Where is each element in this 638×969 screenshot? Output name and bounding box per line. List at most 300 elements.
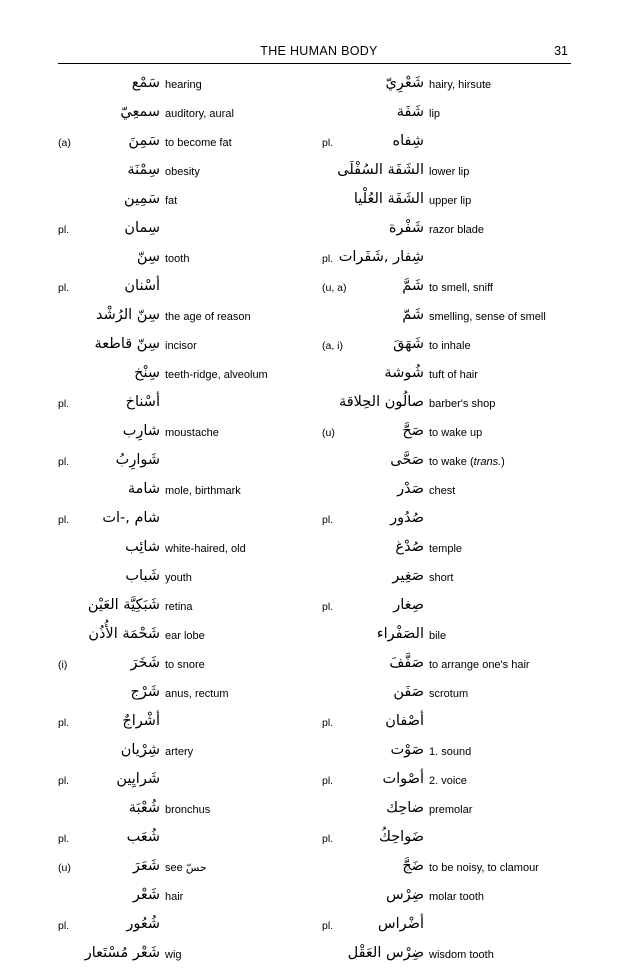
arabic-headword: شَمّ (402, 307, 424, 323)
entry-line (58, 186, 318, 215)
english-gloss: moustache (165, 427, 219, 439)
entry-line (58, 157, 318, 186)
entry-line (58, 476, 318, 505)
headword-cell (58, 99, 160, 128)
english-gloss: molar tooth (429, 891, 485, 903)
entry-line (322, 766, 582, 795)
english-gloss: to inhale (429, 340, 471, 352)
english-gloss: retina (165, 601, 193, 613)
plural-label: pl. (322, 601, 334, 613)
arabic-plural: شُعَب (126, 829, 160, 845)
plural-cell (322, 708, 424, 737)
arabic-plural: سِمان (124, 220, 160, 236)
plural-label: pl. (58, 833, 70, 845)
dictionary-entry (58, 186, 318, 244)
arabic-plural: شِفار ,شَفَرات (338, 249, 424, 265)
entry-line (322, 940, 582, 969)
english-gloss: to wake (trans.) (429, 456, 505, 468)
arabic-headword: صَحَّ (402, 423, 424, 439)
arabic-headword: الشَفَة السُفْلَى (337, 162, 424, 178)
arabic-plural: صِغار (393, 597, 424, 613)
entry-line (322, 360, 582, 389)
english-gloss: bile (429, 630, 447, 642)
entry-line (322, 737, 582, 766)
dictionary-entry (58, 650, 318, 679)
dictionary-entry (322, 215, 582, 273)
arabic-headword: سِنْخ (134, 365, 160, 381)
english-gloss: obesity (165, 166, 200, 178)
english-gloss: lower lip (429, 166, 470, 178)
arabic-plural: شَرايِين (116, 771, 160, 787)
arabic-plural: أسْناخ (125, 394, 160, 410)
arabic-headword: صَدْر (397, 481, 424, 497)
left-column (58, 70, 318, 969)
arabic-headword: صالُون الحِلاقة (338, 394, 424, 410)
headword-cell (58, 331, 160, 360)
right-column (322, 70, 582, 969)
arabic-headword: الشَفَة العُلْيا (353, 191, 424, 207)
english-gloss: temple (429, 543, 463, 555)
entry-line (58, 360, 318, 389)
verb-class: (a) (58, 137, 71, 149)
headword-cell (322, 882, 424, 911)
entry-line (58, 650, 318, 679)
entry-line (58, 592, 318, 621)
plural-label: pl. (322, 920, 334, 932)
entry-line (322, 824, 582, 853)
arabic-plural: شُعُور (126, 916, 160, 932)
entry-line (58, 128, 318, 157)
entry-line (58, 563, 318, 592)
verb-class: (a, i) (322, 340, 343, 352)
headword-cell (322, 650, 424, 679)
arabic-plural: أشْراجٌ (122, 713, 160, 729)
entry-line (322, 795, 582, 824)
headword-cell (58, 534, 160, 563)
plural-label: pl. (58, 775, 70, 787)
entry-line (322, 302, 582, 331)
english-gloss: to be noisy, to clamour (429, 862, 539, 874)
headword-cell (322, 476, 424, 505)
headword-cell (322, 389, 424, 418)
entry-line (58, 331, 318, 360)
headword-cell (58, 679, 160, 708)
dictionary-entry (58, 331, 318, 360)
dictionary-entry (58, 679, 318, 737)
entry-line (322, 331, 582, 360)
entry-line (322, 418, 582, 447)
plural-label: pl. (58, 920, 70, 932)
arabic-headword: سِنّ (136, 249, 160, 265)
headword-cell (58, 650, 160, 679)
english-gloss-2: 2. voice (429, 775, 467, 787)
arabic-headword: شَعْرِيّ (385, 75, 424, 91)
arabic-headword: ضاحِك (386, 800, 424, 816)
plural-cell (58, 447, 160, 476)
english-gloss: lip (429, 108, 441, 120)
plural-cell (322, 766, 424, 795)
plural-label: pl. (322, 833, 334, 845)
headword-cell (58, 128, 160, 157)
english-gloss: tuft of hair (429, 369, 478, 381)
arabic-headword: صَحَّى (390, 452, 424, 468)
arabic-headword: سَمْع (131, 75, 160, 91)
arabic-headword: سِنّ قاطعة (94, 336, 160, 352)
english-gloss: to snore (165, 659, 205, 671)
arabic-headword: صُدْغ (395, 539, 424, 555)
see-reference: حسّ (185, 862, 207, 874)
dictionary-entry (322, 389, 582, 418)
entry-line (322, 99, 582, 128)
plural-label: pl. (58, 514, 70, 526)
arabic-headword: ضَجَّ (402, 858, 424, 874)
entry-line (322, 882, 582, 911)
dictionary-entry (322, 853, 582, 882)
plural-label: pl. (322, 514, 334, 526)
arabic-headword: ضِرْس (385, 887, 424, 903)
dictionary-entry (322, 447, 582, 476)
english-gloss: youth (165, 572, 192, 584)
entry-line (322, 157, 582, 186)
entry-line (322, 534, 582, 563)
arabic-plural: أسْنان (124, 278, 160, 294)
entry-line (58, 447, 318, 476)
entry-line (58, 766, 318, 795)
entry-line (58, 70, 318, 99)
english-gloss: incisor (165, 340, 197, 352)
headword-cell (322, 679, 424, 708)
entry-line (322, 244, 582, 273)
dictionary-entry (322, 70, 582, 99)
entry-line (322, 708, 582, 737)
dictionary-entry (58, 476, 318, 534)
entry-line (58, 824, 318, 853)
dictionary-entry (58, 795, 318, 853)
plural-cell (58, 273, 160, 302)
dictionary-entry (322, 273, 582, 302)
entry-line (322, 679, 582, 708)
dictionary-entry (58, 882, 318, 940)
plural-cell (322, 911, 424, 940)
entry-line (322, 853, 582, 882)
entry-line (58, 795, 318, 824)
headword-cell (58, 853, 160, 882)
english-gloss: razor blade (429, 224, 485, 236)
headword-cell (58, 882, 160, 911)
headword-cell (322, 447, 424, 476)
english-gloss: barber's shop (429, 398, 496, 410)
headword-cell (58, 737, 160, 766)
arabic-headword: صَفَن (393, 684, 424, 700)
arabic-headword: شُوشة (384, 365, 424, 381)
dictionary-entry (322, 795, 582, 853)
arabic-headword: شائِب (125, 539, 160, 555)
headword-cell (58, 157, 160, 186)
english-gloss: hairy, hirsute (429, 79, 492, 91)
dictionary-entry (322, 157, 582, 186)
headword-cell (322, 621, 424, 650)
arabic-headword: سَمِنَ (128, 133, 160, 149)
dictionary-entry (322, 737, 582, 795)
english-gloss: bronchus (165, 804, 211, 816)
verb-class: (u, a) (322, 282, 347, 294)
entry-line (58, 99, 318, 128)
dictionary-entry (322, 621, 582, 650)
headword-cell (322, 853, 424, 882)
arabic-headword: سَمِين (124, 191, 160, 207)
headword-cell (58, 592, 160, 621)
arabic-plural: أصْوات (382, 771, 424, 787)
headword-cell (322, 302, 424, 331)
english-gloss: to become fat (165, 137, 232, 149)
entry-line (322, 650, 582, 679)
english-gloss: artery (165, 746, 194, 758)
entry-line (322, 128, 582, 157)
arabic-headword: شَعَرَ (132, 858, 160, 874)
arabic-headword: سِنّ الرُشْد (95, 307, 160, 323)
dictionary-entry (58, 302, 318, 331)
plural-cell (322, 505, 424, 534)
plural-label: pl. (58, 282, 70, 294)
plural-cell (58, 505, 160, 534)
entry-line (322, 505, 582, 534)
english-gloss: teeth-ridge, alveolum (165, 369, 268, 381)
english-gloss: 1. sound (429, 746, 472, 758)
entry-line (58, 534, 318, 563)
headword-cell (322, 563, 424, 592)
english-gloss: to wake up (429, 427, 483, 439)
headword-cell (58, 940, 160, 969)
gloss-italic: trans. (473, 456, 502, 468)
entry-line (58, 911, 318, 940)
entry-line (322, 186, 582, 215)
headword-cell (322, 70, 424, 99)
entry-line (58, 853, 318, 882)
plural-label: pl. (58, 717, 70, 729)
arabic-plural: شام ,-ات (102, 510, 160, 526)
entry-line (58, 737, 318, 766)
english-gloss: to smell, sniff (429, 282, 493, 294)
entry-line (58, 302, 318, 331)
plural-label: pl. (322, 775, 334, 787)
plural-label: pl. (322, 253, 334, 265)
arabic-headword: شَخَرَ (130, 655, 160, 671)
headword-cell (322, 360, 424, 389)
plural-cell (322, 244, 424, 273)
arabic-headword: صَوْت (390, 742, 424, 758)
entry-line (58, 882, 318, 911)
english-gloss: hearing (165, 79, 202, 91)
english-gloss: hair (165, 891, 184, 903)
plural-cell (58, 215, 160, 244)
verb-class: (u) (322, 427, 335, 439)
dictionary-entry (58, 157, 318, 186)
entry-line (322, 273, 582, 302)
arabic-headword: شَهَقَ (393, 336, 424, 352)
entry-line (322, 70, 582, 99)
plural-cell (58, 708, 160, 737)
entry-line (322, 476, 582, 505)
arabic-headword: شَباب (125, 568, 160, 584)
arabic-headword: شَفْرة (388, 220, 424, 236)
headword-cell (322, 273, 424, 302)
english-gloss: ear lobe (165, 630, 205, 642)
english-gloss: tooth (165, 253, 190, 265)
plural-cell (58, 766, 160, 795)
arabic-headword: شُعْبَة (128, 800, 160, 816)
dictionary-entry (58, 737, 318, 795)
entry-line (322, 215, 582, 244)
arabic-headword: شامة (127, 481, 160, 497)
english-gloss: fat (165, 195, 178, 207)
plural-label: pl. (58, 224, 70, 236)
arabic-headword: شَحْمَة الأُذُن (88, 626, 160, 642)
arabic-headword: شَعْر (132, 887, 160, 903)
dictionary-entry (58, 592, 318, 621)
dictionary-entry (322, 563, 582, 621)
entry-line (58, 418, 318, 447)
entry-line (58, 389, 318, 418)
arabic-headword: سمعِيّ (120, 104, 160, 120)
headword-cell (322, 737, 424, 766)
english-gloss: anus, rectum (165, 688, 229, 700)
english-gloss: scrotum (429, 688, 469, 700)
english-gloss: upper lip (429, 195, 472, 207)
plural-label: pl. (58, 398, 70, 410)
english-gloss: auditory, aural (165, 108, 234, 120)
entry-line (322, 592, 582, 621)
entry-line (58, 273, 318, 302)
english-gloss: the age of reason (165, 311, 251, 323)
headword-cell (322, 186, 424, 215)
headword-cell (58, 302, 160, 331)
english-gloss: smelling, sense of smell (429, 311, 546, 323)
arabic-plural: أصْفان (385, 713, 424, 729)
plural-cell (58, 389, 160, 418)
headword-cell (58, 563, 160, 592)
dictionary-entry (58, 244, 318, 302)
english-gloss: mole, birthmark (165, 485, 241, 497)
headword-cell (322, 940, 424, 969)
arabic-headword: شَعْر مُسْتَعار (84, 945, 160, 961)
dictionary-entry (322, 940, 582, 969)
headword-cell (58, 244, 160, 273)
headword-cell (58, 795, 160, 824)
english-gloss: to arrange one's hair (429, 659, 530, 671)
verb-class: (u) (58, 862, 71, 874)
english-gloss: white-haired, old (165, 543, 246, 555)
plural-cell (322, 128, 424, 157)
headword-cell (322, 157, 424, 186)
dictionary-entry (58, 70, 318, 99)
headword-cell (322, 99, 424, 128)
dictionary-entry (58, 563, 318, 592)
entry-line (322, 911, 582, 940)
dictionary-entry (58, 534, 318, 563)
headword-cell (322, 215, 424, 244)
arabic-headword: شَفَة (396, 104, 424, 120)
headword-cell (322, 418, 424, 447)
entry-line (58, 505, 318, 534)
english-gloss: chest (429, 485, 456, 497)
entry-line (58, 708, 318, 737)
dictionary-entry (322, 534, 582, 563)
arabic-headword: شارِب (122, 423, 160, 439)
arabic-plural: أضْراس (377, 916, 424, 932)
english-gloss: short (429, 572, 454, 584)
dictionary-entry (322, 186, 582, 215)
headword-cell (58, 418, 160, 447)
arabic-headword: ضِرْس العَقْل (347, 945, 424, 961)
entry-line (322, 447, 582, 476)
arabic-headword: شَرْج (130, 684, 160, 700)
dictionary-entry (58, 360, 318, 418)
headword-cell (322, 534, 424, 563)
dictionary-entry (58, 621, 318, 650)
dictionary-entry (322, 679, 582, 737)
arabic-headword: شَمَّ (402, 278, 424, 294)
dictionary-entry (58, 940, 318, 969)
entry-line (58, 679, 318, 708)
dictionary-entry (58, 418, 318, 476)
english-gloss: wisdom tooth (429, 949, 494, 961)
arabic-headword: شَبَكِيَّة العَيْن (87, 597, 160, 613)
plural-cell (322, 592, 424, 621)
dictionary-entry (58, 128, 318, 157)
arabic-headword: الصَفْراء (376, 626, 424, 642)
plural-cell (322, 824, 424, 853)
english-gloss: wig (165, 949, 182, 961)
plural-cell (58, 824, 160, 853)
headword-cell (58, 360, 160, 389)
dictionary-entry (322, 476, 582, 534)
dictionary-entry (322, 650, 582, 679)
page-number: 31 (554, 44, 568, 58)
arabic-plural: شِفاه (392, 133, 424, 149)
arabic-plural: صُدُور (390, 510, 424, 526)
entry-line (322, 563, 582, 592)
dictionary-entry (58, 853, 318, 882)
verb-class: (i) (58, 659, 68, 671)
headword-cell (322, 795, 424, 824)
dictionary-entry (322, 302, 582, 331)
dictionary-entry (322, 360, 582, 389)
arabic-plural: ضَواحِكُ (378, 829, 424, 845)
headword-cell (58, 186, 160, 215)
running-header-title: THE HUMAN BODY (260, 44, 378, 58)
dictionary-entry (322, 882, 582, 940)
plural-label: pl. (322, 717, 334, 729)
plural-cell (58, 911, 160, 940)
dictionary-entry (58, 99, 318, 128)
dictionary-entry (322, 331, 582, 360)
headword-cell (322, 331, 424, 360)
english-gloss: see حسّ (165, 862, 207, 874)
entry-line (322, 621, 582, 650)
plural-label: pl. (58, 456, 70, 468)
headword-cell (58, 70, 160, 99)
dictionary-entry (322, 418, 582, 447)
dictionary-entry (322, 99, 582, 157)
entry-line (58, 244, 318, 273)
entry-line (58, 940, 318, 969)
entry-line (322, 389, 582, 418)
arabic-headword: سِمْنَة (127, 162, 160, 178)
arabic-headword: صَفَّفَ (389, 655, 424, 671)
arabic-plural: شَوارِبُ (115, 452, 160, 468)
plural-label: pl. (322, 137, 334, 149)
arabic-headword: شِرْيان (120, 742, 160, 758)
